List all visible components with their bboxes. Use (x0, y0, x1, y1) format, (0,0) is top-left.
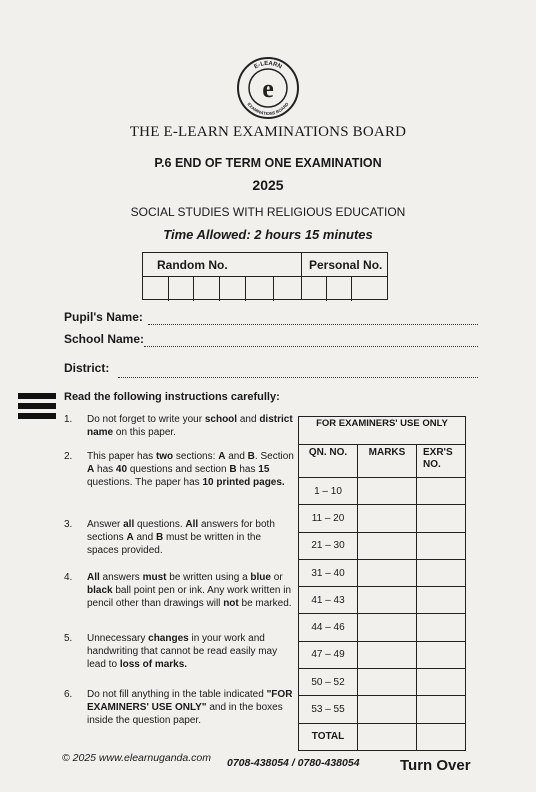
table-total-row (299, 723, 466, 750)
school-name-label: School Name: (64, 332, 145, 346)
personal-no-label: Personal No. (309, 258, 383, 272)
examiner-cell (417, 641, 466, 668)
digit-cell-divider (219, 277, 220, 301)
digit-cell-divider (193, 277, 194, 301)
table-row (299, 559, 466, 586)
examiner-cell (417, 532, 466, 559)
marks-cell (358, 505, 417, 532)
board-title: THE E-LEARN EXAMINATIONS BOARD (129, 124, 407, 140)
marks-cell (358, 641, 417, 668)
table-row (299, 532, 466, 559)
footer-phones: 0708-438054 / 0780-438054 (227, 757, 360, 769)
instruction-number: 5. (64, 633, 73, 644)
margin-bar (18, 393, 56, 399)
question-range: 11 – 20 (299, 505, 358, 532)
instruction-item (64, 571, 294, 627)
instruction-text: Unnecessary changes in your work and handwriting that cannot be read easily may lead to loss of marks. (87, 633, 278, 670)
table-row (299, 614, 466, 641)
digit-cell-divider (273, 277, 274, 301)
district-line[interactable] (118, 377, 478, 378)
examiner-cell (417, 505, 466, 532)
marks-cell (358, 696, 417, 723)
exam-title: P.6 END OF TERM ONE EXAMINATION (154, 156, 382, 170)
box-divider (301, 253, 302, 299)
subject-title: SOCIAL STUDIES WITH RELIGIOUS EDUCATION (130, 205, 406, 219)
instruction-text: Do not fill anything in the table indicated "FOR EXAMINERS' USE ONLY" and in the boxes inside the question paper. (87, 689, 293, 726)
marks-cell (358, 532, 417, 559)
digit-cell-divider (168, 277, 169, 301)
instruction-number: 6. (64, 689, 73, 700)
svg-text:E-LEARN: E-LEARN (253, 60, 283, 71)
marks-header: MARKS (358, 445, 417, 478)
school-name-line[interactable] (144, 346, 478, 347)
margin-bar (18, 413, 56, 419)
candidate-number-box (142, 252, 388, 300)
examiner-cell (417, 559, 466, 586)
candidate-number-header (143, 253, 387, 277)
table-row (299, 669, 466, 696)
instructions-heading: Read the following instructions carefully: (64, 391, 280, 403)
question-range: 44 – 46 (299, 614, 358, 641)
random-no-label: Random No. (157, 258, 228, 272)
marks-cell (358, 559, 417, 586)
district-label: District: (64, 361, 110, 375)
question-range: 1 – 10 (299, 478, 358, 505)
examiner-cell (417, 669, 466, 696)
pupil-name-label: Pupil's Name: (64, 310, 143, 324)
total-label: TOTAL (299, 723, 358, 750)
marks-cell (358, 614, 417, 641)
instruction-text: Answer all questions. All answers for both sections A and B must be written in the spaces provided. (87, 519, 275, 556)
exr-no-header: EXR'S NO. (417, 445, 466, 478)
pupil-name-line[interactable] (148, 324, 478, 325)
margin-bar (18, 403, 56, 409)
examiner-cell (417, 478, 466, 505)
instruction-text: Do not forget to write your school and district name on this paper. (87, 414, 293, 438)
total-examiner-cell (417, 723, 466, 750)
instruction-item (64, 450, 294, 510)
question-range: 50 – 52 (299, 669, 358, 696)
instruction-item (64, 413, 294, 449)
examiners-table-caption: FOR EXAMINERS' USE ONLY (299, 417, 466, 445)
question-range: 53 – 55 (299, 696, 358, 723)
examiners-table (298, 416, 466, 751)
table-row (299, 505, 466, 532)
digit-cell-divider (326, 277, 327, 301)
table-row (299, 587, 466, 614)
qn-no-header: QN. NO. (299, 445, 358, 478)
instruction-text: This paper has two sections: A and B. Section A has 40 questions and section B has 15 questions. The paper has 10 printed pages. (87, 451, 294, 488)
marks-cell (358, 478, 417, 505)
instruction-item (64, 632, 294, 676)
marks-cell (358, 587, 417, 614)
question-range: 47 – 49 (299, 641, 358, 668)
footer-copyright: © 2025 www.elearnuganda.com (62, 752, 211, 764)
table-row (299, 696, 466, 723)
svg-text:e: e (262, 74, 274, 103)
instruction-text: All answers must be written using a blue or black ball point pen or ink. Any work written in pencil other than drawings will not be marked. (87, 572, 292, 609)
digit-cell-divider (351, 277, 352, 301)
e-learn-logo (236, 56, 300, 120)
examiner-cell (417, 614, 466, 641)
instruction-number: 4. (64, 572, 73, 583)
instruction-number: 1. (64, 414, 73, 425)
examiner-cell (417, 696, 466, 723)
table-row (299, 641, 466, 668)
question-range: 31 – 40 (299, 559, 358, 586)
instruction-item (64, 518, 294, 562)
total-marks-cell (358, 723, 417, 750)
examiner-cell (417, 587, 466, 614)
margin-bars (18, 393, 56, 423)
time-allowed: Time Allowed: 2 hours 15 minutes (163, 227, 373, 242)
instruction-number: 3. (64, 519, 73, 530)
svg-text:EXAMINATIONS BOARD: EXAMINATIONS BOARD (246, 101, 290, 117)
exam-year: 2025 (252, 177, 284, 193)
digit-cell-divider (245, 277, 246, 301)
turn-over-label: Turn Over (400, 757, 471, 774)
question-range: 21 – 30 (299, 532, 358, 559)
question-range: 41 – 43 (299, 587, 358, 614)
instruction-number: 2. (64, 451, 73, 462)
table-row (299, 478, 466, 505)
instruction-item (64, 688, 294, 732)
marks-cell (358, 669, 417, 696)
